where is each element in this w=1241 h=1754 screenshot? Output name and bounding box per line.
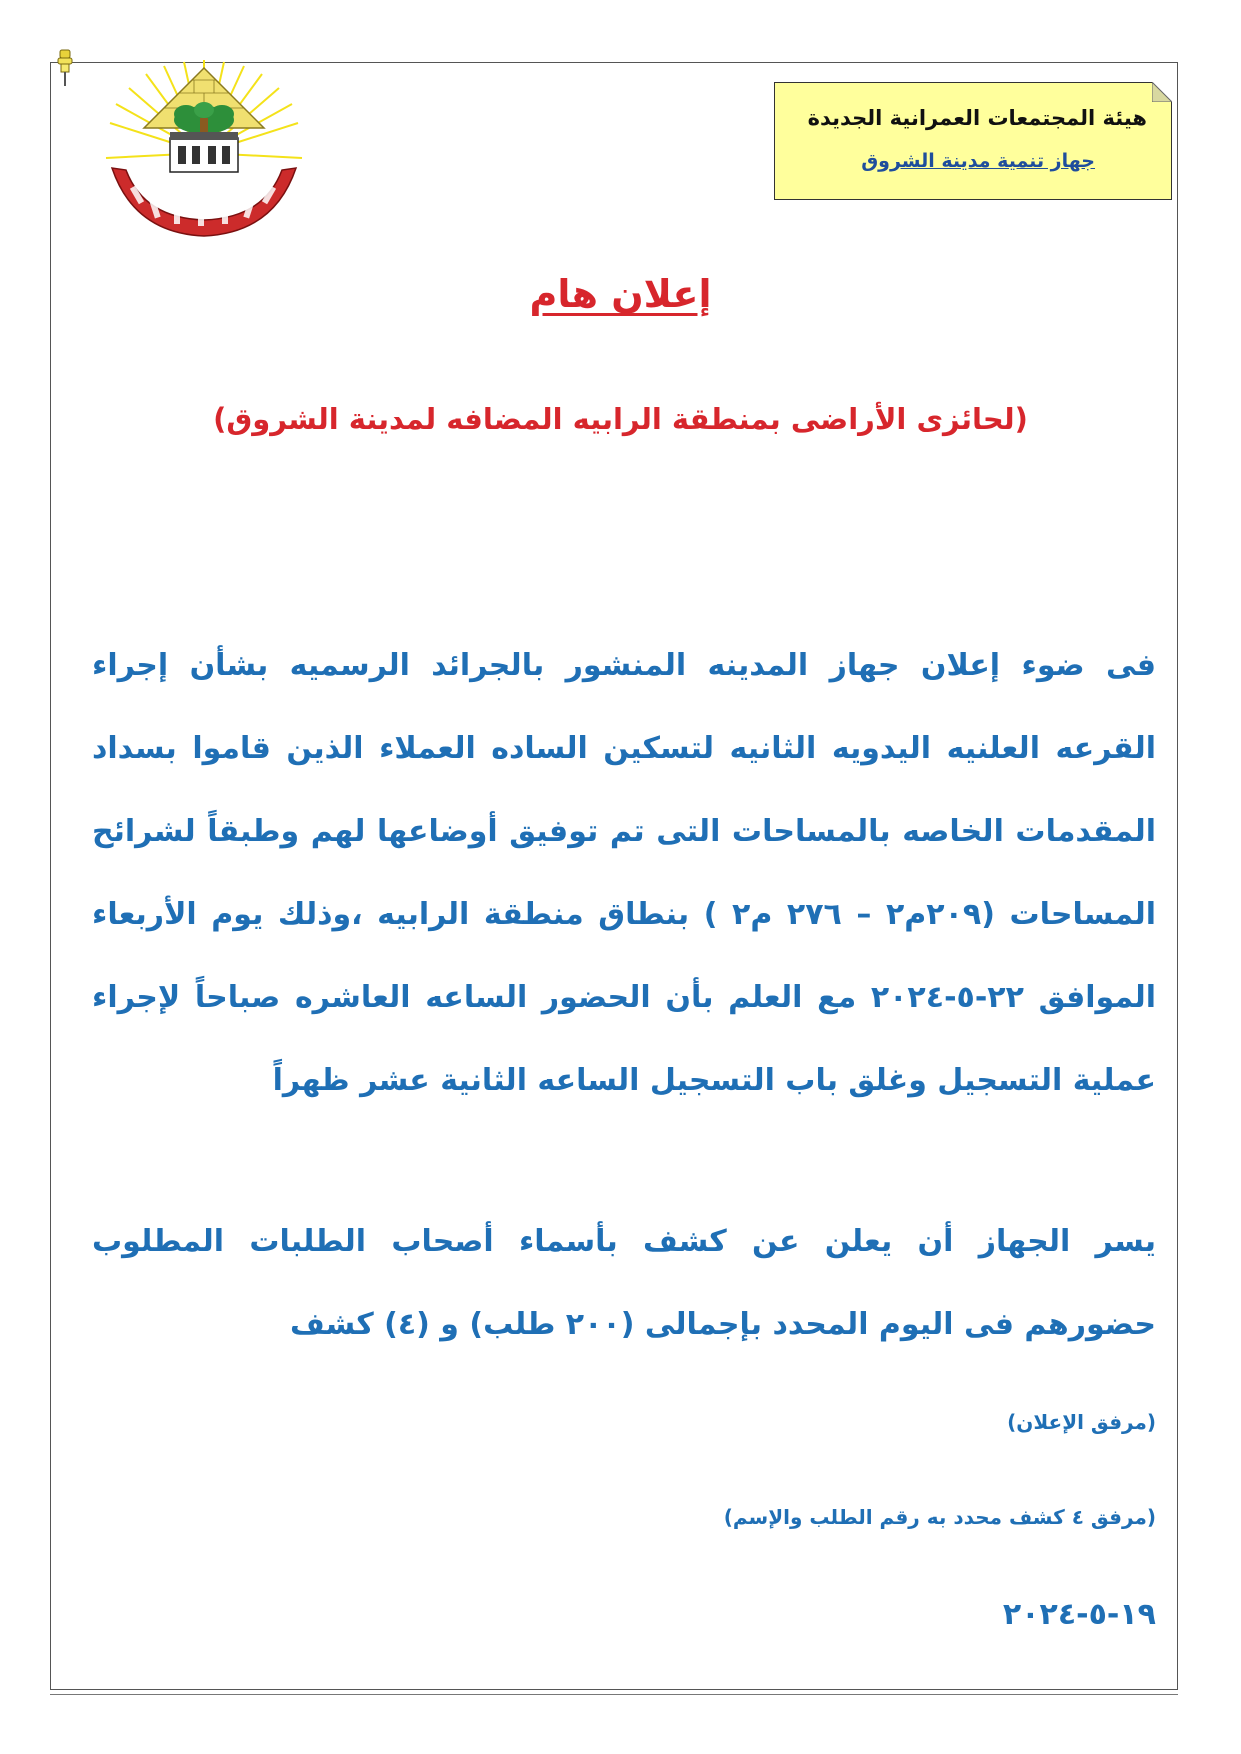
announcement-subtitle: (لحائزى الأراضى بمنطقة الرابيه المضافه لمدينة الشروق) — [213, 402, 1028, 436]
attachment-note: (مرفق الإعلان) — [1007, 1410, 1156, 1434]
city-authority-name: جهاز تنمية مدينة الشروق — [861, 150, 1095, 172]
organization-name: هيئة المجتمعات العمرانية الجديدة — [807, 106, 1147, 130]
page-fold-icon — [1152, 82, 1172, 102]
organization-header-box — [774, 82, 1172, 200]
attachment-list-note: (مرفق ٤ كشف محدد به رقم الطلب والإسم) — [723, 1505, 1156, 1529]
city-logo-emblem — [104, 58, 304, 242]
pushpin-icon — [54, 48, 76, 88]
announcement-title: إعلان هام — [529, 272, 712, 316]
page-bottom-rule — [50, 1694, 1178, 1695]
document-date: ١٩-٥-٢٠٢٤ — [1002, 1597, 1156, 1632]
announcement-body-paragraph: فى ضوء إعلان جهاز المدينه المنشور بالجرائد الرسميه بشأن إجراء القرعه العلنيه اليدويه الثانيه لتسكين الساده العملاء الذين قاموا بسداد المقدمات الخاصه بالمساحات التى تم توفيق أوضاعها لهم وطبقاً لشرائح المساحات (٢٠٩م٢ – ٢٧٦ م٢ ) بنطاق منطقة الرابيه ،وذلك يوم الأربعاء الموافق ٢٢-٥-٢٠٢٤ مع العلم بأن الحضور الساعه العاشره صباحاً لإجراء عملية التسجيل وغلق باب التسجيل الساعه الثانية عشر ظهراً — [92, 648, 1157, 1098]
announcement-list-paragraph: يسر الجهاز أن يعلن عن كشف بأسماء أصحاب الطلبات المطلوب حضورهم فى اليوم المحدد بإجمالى (٢٠٠ طلب) و (٤) كشف — [92, 1224, 1156, 1342]
building-icon — [170, 132, 238, 172]
